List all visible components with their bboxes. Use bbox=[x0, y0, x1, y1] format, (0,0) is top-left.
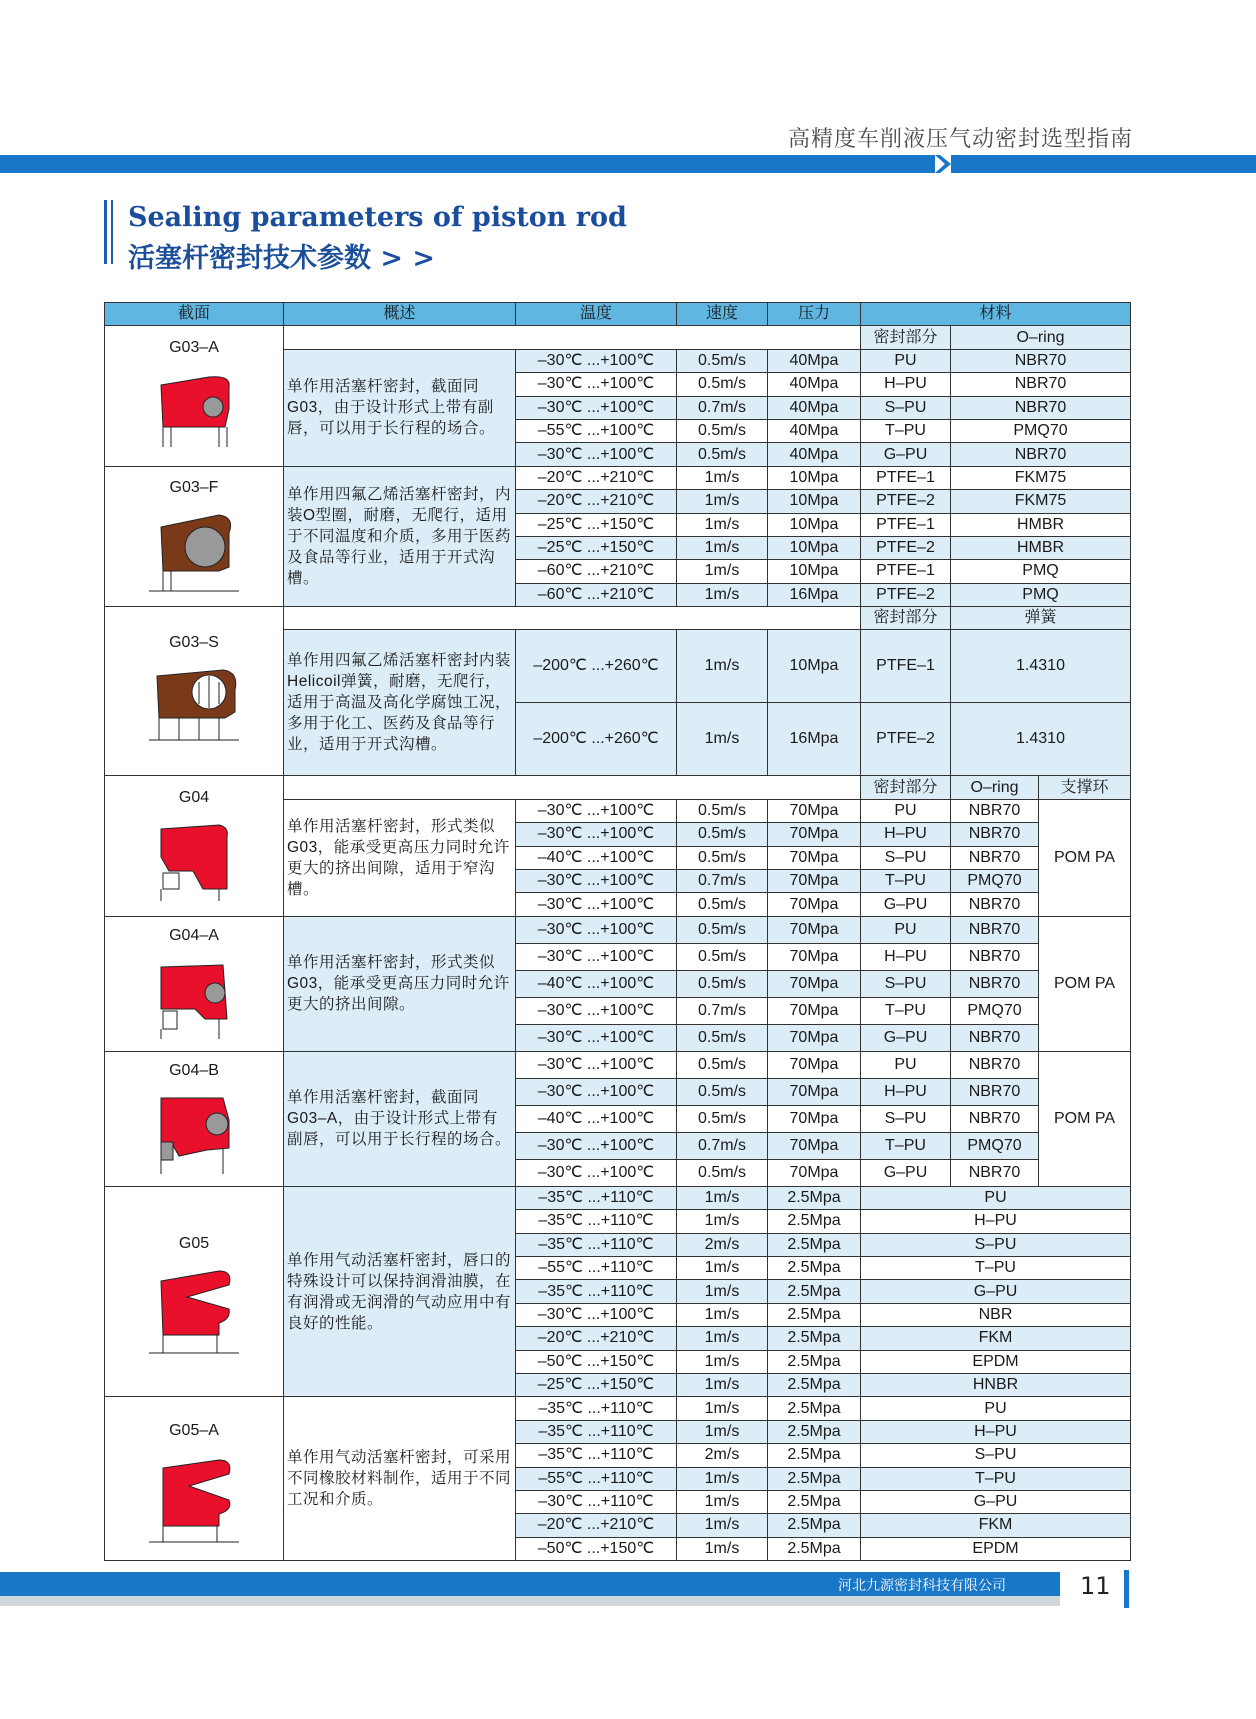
seal-material-cell: PTFE–2 bbox=[861, 490, 951, 513]
temperature-cell: –30℃ ...+100℃ bbox=[516, 823, 677, 846]
oring-material-cell: NBR70 bbox=[951, 799, 1039, 822]
temperature-cell: –200℃ ...+260℃ bbox=[516, 703, 677, 776]
pressure-cell: 2.5Mpa bbox=[768, 1490, 861, 1513]
pressure-cell: 2.5Mpa bbox=[768, 1327, 861, 1350]
column-header: 速度 bbox=[677, 303, 768, 326]
pressure-cell: 40Mpa bbox=[768, 349, 861, 372]
temperature-cell: –60℃ ...+210℃ bbox=[516, 560, 677, 583]
speed-cell: 1m/s bbox=[677, 1210, 768, 1233]
oring-material-cell: FKM75 bbox=[951, 490, 1131, 513]
pressure-cell: 16Mpa bbox=[768, 583, 861, 606]
pressure-cell: 40Mpa bbox=[768, 373, 861, 396]
seal-material-cell: S–PU bbox=[861, 846, 951, 869]
seal-profile-cell bbox=[105, 916, 284, 1051]
pressure-cell: 2.5Mpa bbox=[768, 1256, 861, 1279]
speed-cell: 0.5m/s bbox=[677, 373, 768, 396]
pressure-cell: 70Mpa bbox=[768, 1024, 861, 1051]
temperature-cell: –30℃ ...+100℃ bbox=[516, 943, 677, 970]
speed-cell: 1m/s bbox=[677, 630, 768, 703]
speed-cell: 1m/s bbox=[677, 1467, 768, 1490]
oring-material-cell: NBR70 bbox=[951, 1024, 1039, 1051]
seal-cross-section-image bbox=[105, 1263, 283, 1359]
temperature-cell: –30℃ ...+100℃ bbox=[516, 870, 677, 893]
oring-material-cell: 1.4310 bbox=[951, 630, 1131, 703]
sub-header: 弹簧 bbox=[951, 607, 1131, 630]
seal-material-cell: T–PU bbox=[861, 870, 951, 893]
pressure-cell: 2.5Mpa bbox=[768, 1420, 861, 1443]
seal-name: G04 bbox=[178, 789, 210, 807]
material-cell: G–PU bbox=[861, 1490, 1131, 1513]
pressure-cell: 70Mpa bbox=[768, 1159, 861, 1186]
seal-material-cell: G–PU bbox=[861, 443, 951, 466]
seal-cross-section-image bbox=[105, 1090, 283, 1186]
column-header: 概述 bbox=[284, 303, 516, 326]
speed-cell: 0.5m/s bbox=[677, 893, 768, 916]
speed-cell: 0.5m/s bbox=[677, 799, 768, 822]
subheader-row bbox=[105, 607, 1131, 630]
seal-name: G03–S bbox=[169, 634, 219, 652]
seal-name: G04–A bbox=[169, 926, 219, 944]
support-ring-material: POM PA bbox=[1039, 799, 1131, 916]
oring-material-cell: NBR70 bbox=[951, 1051, 1039, 1078]
temperature-cell: –30℃ ...+100℃ bbox=[516, 1078, 677, 1105]
seal-profile-cell bbox=[105, 1186, 284, 1397]
pressure-cell: 2.5Mpa bbox=[768, 1233, 861, 1256]
speed-cell: 0.5m/s bbox=[677, 1105, 768, 1132]
footer-company: 河北九源密封科技有限公司 bbox=[838, 1578, 1006, 1594]
page-marker bbox=[1124, 1570, 1129, 1608]
speed-cell: 0.5m/s bbox=[677, 443, 768, 466]
oring-material-cell: 1.4310 bbox=[951, 703, 1131, 776]
header-title: 高精度车削液压气动密封选型指南 bbox=[787, 127, 1133, 152]
sub-header: 密封部分 bbox=[861, 326, 951, 349]
temperature-cell: –30℃ ...+100℃ bbox=[516, 373, 677, 396]
material-cell: EPDM bbox=[861, 1537, 1131, 1560]
table-row bbox=[105, 1397, 1131, 1420]
seal-cross-section-image bbox=[105, 367, 283, 463]
temperature-cell: –25℃ ...+150℃ bbox=[516, 536, 677, 559]
temperature-cell: –20℃ ...+210℃ bbox=[516, 490, 677, 513]
blank-cell bbox=[284, 776, 861, 799]
temperature-cell: –35℃ ...+110℃ bbox=[516, 1186, 677, 1209]
temperature-cell: –30℃ ...+100℃ bbox=[516, 1024, 677, 1051]
pressure-cell: 70Mpa bbox=[768, 823, 861, 846]
section-title-cn: 活塞杆密封技术参数 > > bbox=[128, 243, 436, 274]
pressure-cell: 40Mpa bbox=[768, 443, 861, 466]
speed-cell: 1m/s bbox=[677, 1373, 768, 1396]
temperature-cell: –35℃ ...+110℃ bbox=[516, 1233, 677, 1256]
sub-header: 支撑环 bbox=[1039, 776, 1131, 799]
temperature-cell: –50℃ ...+150℃ bbox=[516, 1537, 677, 1560]
seal-description: 单作用四氟乙烯活塞杆密封内装Helicoil弹簧，耐磨，无爬行，适用于高温及高化学腐蚀工况，多用于化工、医药及食品等行业，适用于开式沟槽。 bbox=[284, 630, 516, 776]
pressure-cell: 70Mpa bbox=[768, 1132, 861, 1159]
oring-material-cell: NBR70 bbox=[951, 443, 1131, 466]
speed-cell: 0.7m/s bbox=[677, 997, 768, 1024]
temperature-cell: –30℃ ...+100℃ bbox=[516, 396, 677, 419]
temperature-cell: –40℃ ...+100℃ bbox=[516, 970, 677, 997]
sub-header: 密封部分 bbox=[861, 776, 951, 799]
seal-material-cell: PTFE–2 bbox=[861, 703, 951, 776]
material-cell: HNBR bbox=[861, 1373, 1131, 1396]
subheader-row bbox=[105, 776, 1131, 799]
seal-description: 单作用活塞杆密封，形式类似G03，能承受更高压力同时允许更大的挤出间隙。 bbox=[284, 916, 516, 1051]
oring-material-cell: PMQ bbox=[951, 560, 1131, 583]
temperature-cell: –35℃ ...+110℃ bbox=[516, 1210, 677, 1233]
sub-header: O–ring bbox=[951, 776, 1039, 799]
sub-header: O–ring bbox=[951, 326, 1131, 349]
temperature-cell: –30℃ ...+100℃ bbox=[516, 443, 677, 466]
temperature-cell: –35℃ ...+110℃ bbox=[516, 1397, 677, 1420]
material-cell: H–PU bbox=[861, 1420, 1131, 1443]
oring-material-cell: NBR70 bbox=[951, 970, 1039, 997]
temperature-cell: –60℃ ...+210℃ bbox=[516, 583, 677, 606]
speed-cell: 1m/s bbox=[677, 1327, 768, 1350]
seal-profile-cell bbox=[105, 607, 284, 776]
temperature-cell: –20℃ ...+210℃ bbox=[516, 1514, 677, 1537]
speed-cell: 0.5m/s bbox=[677, 419, 768, 442]
pressure-cell: 70Mpa bbox=[768, 1051, 861, 1078]
pressure-cell: 2.5Mpa bbox=[768, 1303, 861, 1326]
material-cell: PU bbox=[861, 1186, 1131, 1209]
seal-description: 单作用活塞杆密封，截面同G03，由于设计形式上带有副唇，可以用于长行程的场合。 bbox=[284, 349, 516, 466]
pressure-cell: 10Mpa bbox=[768, 630, 861, 703]
oring-material-cell: NBR70 bbox=[951, 349, 1131, 372]
seal-description: 单作用活塞杆密封，形式类似G03，能承受更高压力同时允许更大的挤出间隙，适用于窄沟槽。 bbox=[284, 799, 516, 916]
material-cell: FKM bbox=[861, 1327, 1131, 1350]
pressure-cell: 70Mpa bbox=[768, 1105, 861, 1132]
table-header-row bbox=[105, 303, 1131, 326]
temperature-cell: –55℃ ...+110℃ bbox=[516, 1256, 677, 1279]
speed-cell: 1m/s bbox=[677, 1256, 768, 1279]
seal-material-cell: H–PU bbox=[861, 823, 951, 846]
seal-material-cell: S–PU bbox=[861, 970, 951, 997]
speed-cell: 2m/s bbox=[677, 1444, 768, 1467]
support-ring-material: POM PA bbox=[1039, 916, 1131, 1051]
table-row bbox=[105, 1051, 1131, 1078]
seal-profile-cell bbox=[105, 1051, 284, 1186]
blank-cell bbox=[284, 607, 861, 630]
seal-material-cell: PTFE–1 bbox=[861, 630, 951, 703]
temperature-cell: –35℃ ...+110℃ bbox=[516, 1420, 677, 1443]
column-header: 压力 bbox=[768, 303, 861, 326]
seal-material-cell: G–PU bbox=[861, 1024, 951, 1051]
oring-material-cell: PMQ70 bbox=[951, 997, 1039, 1024]
pressure-cell: 2.5Mpa bbox=[768, 1373, 861, 1396]
material-cell: S–PU bbox=[861, 1233, 1131, 1256]
seal-name: G04–B bbox=[169, 1061, 219, 1079]
pressure-cell: 2.5Mpa bbox=[768, 1210, 861, 1233]
pressure-cell: 10Mpa bbox=[768, 466, 861, 489]
seal-material-cell: S–PU bbox=[861, 1105, 951, 1132]
page-number: 11 bbox=[1080, 1572, 1111, 1600]
temperature-cell: –30℃ ...+100℃ bbox=[516, 1132, 677, 1159]
oring-material-cell: NBR70 bbox=[951, 396, 1131, 419]
material-cell: H–PU bbox=[861, 1210, 1131, 1233]
material-cell: EPDM bbox=[861, 1350, 1131, 1373]
oring-material-cell: HMBR bbox=[951, 513, 1131, 536]
pressure-cell: 10Mpa bbox=[768, 536, 861, 559]
pressure-cell: 70Mpa bbox=[768, 799, 861, 822]
speed-cell: 1m/s bbox=[677, 1303, 768, 1326]
pressure-cell: 2.5Mpa bbox=[768, 1467, 861, 1490]
seal-material-cell: G–PU bbox=[861, 1159, 951, 1186]
temperature-cell: –35℃ ...+110℃ bbox=[516, 1280, 677, 1303]
temperature-cell: –25℃ ...+150℃ bbox=[516, 1373, 677, 1396]
oring-material-cell: NBR70 bbox=[951, 943, 1039, 970]
speed-cell: 1m/s bbox=[677, 1397, 768, 1420]
seal-name: G03–A bbox=[169, 339, 219, 357]
seal-material-cell: T–PU bbox=[861, 419, 951, 442]
pressure-cell: 2.5Mpa bbox=[768, 1186, 861, 1209]
seal-material-cell: H–PU bbox=[861, 1078, 951, 1105]
temperature-cell: –30℃ ...+100℃ bbox=[516, 349, 677, 372]
oring-material-cell: NBR70 bbox=[951, 1105, 1039, 1132]
column-header: 材料 bbox=[861, 303, 1131, 326]
oring-material-cell: NBR70 bbox=[951, 823, 1039, 846]
material-cell: G–PU bbox=[861, 1280, 1131, 1303]
speed-cell: 1m/s bbox=[677, 536, 768, 559]
temperature-cell: –30℃ ...+100℃ bbox=[516, 1303, 677, 1326]
speed-cell: 1m/s bbox=[677, 490, 768, 513]
pressure-cell: 2.5Mpa bbox=[768, 1350, 861, 1373]
seal-name: G05 bbox=[178, 1234, 210, 1252]
temperature-cell: –40℃ ...+100℃ bbox=[516, 1105, 677, 1132]
pressure-cell: 2.5Mpa bbox=[768, 1514, 861, 1537]
pressure-cell: 2.5Mpa bbox=[768, 1444, 861, 1467]
speed-cell: 0.7m/s bbox=[677, 396, 768, 419]
speed-cell: 1m/s bbox=[677, 1514, 768, 1537]
speed-cell: 0.5m/s bbox=[677, 1024, 768, 1051]
table-row bbox=[105, 916, 1131, 943]
pressure-cell: 70Mpa bbox=[768, 997, 861, 1024]
temperature-cell: –30℃ ...+100℃ bbox=[516, 893, 677, 916]
temperature-cell: –40℃ ...+100℃ bbox=[516, 846, 677, 869]
column-header: 温度 bbox=[516, 303, 677, 326]
support-ring-material: POM PA bbox=[1039, 1051, 1131, 1186]
pressure-cell: 10Mpa bbox=[768, 513, 861, 536]
speed-cell: 1m/s bbox=[677, 1350, 768, 1373]
temperature-cell: –200℃ ...+260℃ bbox=[516, 630, 677, 703]
seal-cross-section-image bbox=[105, 662, 283, 758]
temperature-cell: –55℃ ...+100℃ bbox=[516, 419, 677, 442]
seal-material-cell: H–PU bbox=[861, 943, 951, 970]
speed-cell: 1m/s bbox=[677, 1420, 768, 1443]
speed-cell: 0.5m/s bbox=[677, 1051, 768, 1078]
speed-cell: 1m/s bbox=[677, 1280, 768, 1303]
seal-profile-cell bbox=[105, 776, 284, 916]
table-row bbox=[105, 1186, 1131, 1209]
pressure-cell: 70Mpa bbox=[768, 1078, 861, 1105]
oring-material-cell: NBR70 bbox=[951, 373, 1131, 396]
oring-material-cell: NBR70 bbox=[951, 1078, 1039, 1105]
seal-material-cell: H–PU bbox=[861, 373, 951, 396]
pressure-cell: 2.5Mpa bbox=[768, 1397, 861, 1420]
sub-header: 密封部分 bbox=[861, 607, 951, 630]
temperature-cell: –20℃ ...+210℃ bbox=[516, 466, 677, 489]
temperature-cell: –20℃ ...+210℃ bbox=[516, 1327, 677, 1350]
speed-cell: 0.5m/s bbox=[677, 970, 768, 997]
speed-cell: 1m/s bbox=[677, 560, 768, 583]
footer-bar-grey bbox=[0, 1596, 1060, 1606]
oring-material-cell: NBR70 bbox=[951, 1159, 1039, 1186]
speed-cell: 0.5m/s bbox=[677, 943, 768, 970]
seal-material-cell: PTFE–2 bbox=[861, 583, 951, 606]
speed-cell: 1m/s bbox=[677, 1490, 768, 1513]
section-marker bbox=[104, 200, 107, 264]
table-row bbox=[105, 466, 1131, 489]
pressure-cell: 10Mpa bbox=[768, 560, 861, 583]
pressure-cell: 70Mpa bbox=[768, 893, 861, 916]
seal-profile-cell bbox=[105, 1397, 284, 1561]
pressure-cell: 70Mpa bbox=[768, 870, 861, 893]
speed-cell: 0.5m/s bbox=[677, 349, 768, 372]
speed-cell: 0.5m/s bbox=[677, 846, 768, 869]
material-cell: S–PU bbox=[861, 1444, 1131, 1467]
subheader-row bbox=[105, 326, 1131, 349]
speed-cell: 1m/s bbox=[677, 1186, 768, 1209]
header-bar bbox=[0, 155, 1256, 173]
oring-material-cell: NBR70 bbox=[951, 893, 1039, 916]
seal-cross-section-image bbox=[105, 507, 283, 603]
speed-cell: 1m/s bbox=[677, 703, 768, 776]
oring-material-cell: PMQ bbox=[951, 583, 1131, 606]
speed-cell: 1m/s bbox=[677, 1537, 768, 1560]
blank-cell bbox=[284, 326, 861, 349]
seal-material-cell: PTFE–2 bbox=[861, 536, 951, 559]
seal-cross-section-image bbox=[105, 955, 283, 1051]
oring-material-cell: FKM75 bbox=[951, 466, 1131, 489]
pressure-cell: 2.5Mpa bbox=[768, 1280, 861, 1303]
temperature-cell: –35℃ ...+110℃ bbox=[516, 1444, 677, 1467]
oring-material-cell: PMQ70 bbox=[951, 1132, 1039, 1159]
seal-description: 单作用活塞杆密封，截面同G03–A，由于设计形式上带有副唇，可以用于长行程的场合。 bbox=[284, 1051, 516, 1186]
speed-cell: 1m/s bbox=[677, 466, 768, 489]
material-cell: PU bbox=[861, 1397, 1131, 1420]
seal-description: 单作用气动活塞杆密封，唇口的特殊设计可以保持润滑油膜，在有润滑或无润滑的气动应用中有良好的性能。 bbox=[284, 1186, 516, 1397]
oring-material-cell: NBR70 bbox=[951, 846, 1039, 869]
seal-material-cell: PU bbox=[861, 1051, 951, 1078]
temperature-cell: –30℃ ...+100℃ bbox=[516, 916, 677, 943]
temperature-cell: –30℃ ...+100℃ bbox=[516, 1159, 677, 1186]
temperature-cell: –30℃ ...+110℃ bbox=[516, 1490, 677, 1513]
speed-cell: 0.5m/s bbox=[677, 1159, 768, 1186]
pressure-cell: 70Mpa bbox=[768, 846, 861, 869]
speed-cell: 0.5m/s bbox=[677, 916, 768, 943]
temperature-cell: –30℃ ...+100℃ bbox=[516, 997, 677, 1024]
seal-material-cell: G–PU bbox=[861, 893, 951, 916]
seal-material-cell: PU bbox=[861, 349, 951, 372]
spec-table bbox=[104, 302, 1131, 1561]
pressure-cell: 70Mpa bbox=[768, 916, 861, 943]
seal-cross-section-image bbox=[105, 817, 283, 913]
seal-material-cell: PU bbox=[861, 916, 951, 943]
material-cell: FKM bbox=[861, 1514, 1131, 1537]
section-marker-thin bbox=[111, 200, 113, 264]
pressure-cell: 70Mpa bbox=[768, 943, 861, 970]
speed-cell: 0.5m/s bbox=[677, 823, 768, 846]
pressure-cell: 16Mpa bbox=[768, 703, 861, 776]
seal-name: G03–F bbox=[169, 479, 219, 497]
speed-cell: 2m/s bbox=[677, 1233, 768, 1256]
speed-cell: 0.7m/s bbox=[677, 870, 768, 893]
temperature-cell: –55℃ ...+110℃ bbox=[516, 1467, 677, 1490]
seal-material-cell: PTFE–1 bbox=[861, 560, 951, 583]
material-cell: T–PU bbox=[861, 1256, 1131, 1279]
seal-material-cell: PTFE–1 bbox=[861, 513, 951, 536]
column-header: 截面 bbox=[105, 303, 284, 326]
temperature-cell: –50℃ ...+150℃ bbox=[516, 1350, 677, 1373]
seal-cross-section-image bbox=[105, 1450, 283, 1546]
seal-material-cell: S–PU bbox=[861, 396, 951, 419]
section-title-en: Sealing parameters of piston rod bbox=[128, 202, 627, 233]
speed-cell: 1m/s bbox=[677, 513, 768, 536]
material-cell: NBR bbox=[861, 1303, 1131, 1326]
speed-cell: 0.7m/s bbox=[677, 1132, 768, 1159]
seal-material-cell: T–PU bbox=[861, 997, 951, 1024]
pressure-cell: 2.5Mpa bbox=[768, 1537, 861, 1560]
oring-material-cell: PMQ70 bbox=[951, 419, 1131, 442]
temperature-cell: –30℃ ...+100℃ bbox=[516, 1051, 677, 1078]
oring-material-cell: PMQ70 bbox=[951, 870, 1039, 893]
seal-material-cell: PU bbox=[861, 799, 951, 822]
speed-cell: 1m/s bbox=[677, 583, 768, 606]
speed-cell: 0.5m/s bbox=[677, 1078, 768, 1105]
seal-name: G05–A bbox=[169, 1421, 219, 1439]
oring-material-cell: NBR70 bbox=[951, 916, 1039, 943]
pressure-cell: 40Mpa bbox=[768, 419, 861, 442]
pressure-cell: 10Mpa bbox=[768, 490, 861, 513]
seal-profile-cell bbox=[105, 466, 284, 606]
material-cell: T–PU bbox=[861, 1467, 1131, 1490]
oring-material-cell: HMBR bbox=[951, 536, 1131, 559]
seal-description: 单作用四氟乙烯活塞杆密封，内装O型圈，耐磨，无爬行，适用于不同温度和介质，多用于医药及食品等行业，适用于开式沟槽。 bbox=[284, 466, 516, 606]
seal-profile-cell bbox=[105, 326, 284, 466]
temperature-cell: –30℃ ...+100℃ bbox=[516, 799, 677, 822]
seal-description: 单作用气动活塞杆密封，可采用不同橡胶材料制作，适用于不同工况和介质。 bbox=[284, 1397, 516, 1561]
pressure-cell: 70Mpa bbox=[768, 970, 861, 997]
temperature-cell: –25℃ ...+150℃ bbox=[516, 513, 677, 536]
seal-material-cell: PTFE–1 bbox=[861, 466, 951, 489]
seal-material-cell: T–PU bbox=[861, 1132, 951, 1159]
pressure-cell: 40Mpa bbox=[768, 396, 861, 419]
